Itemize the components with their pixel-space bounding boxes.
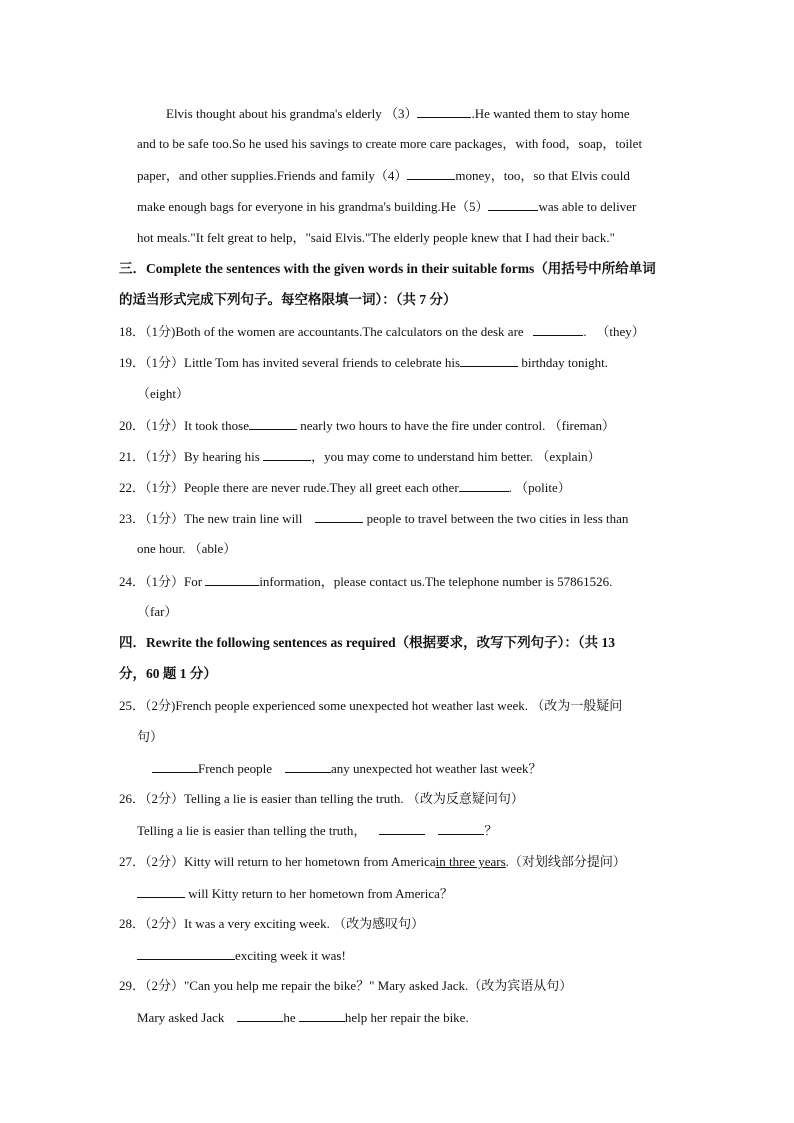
question-27: 27．（2分）Kitty will return to her hometown from Americain three years.（对划线部分提问） [119, 854, 626, 869]
question-19: 19．（1分）Little Tom has invited several friends to celebrate his birthday tonight. [119, 355, 609, 370]
answer-blank-29b[interactable] [299, 1008, 345, 1022]
blank-4[interactable] [407, 166, 455, 180]
question-20: 20．（1分）It took those nearly two hours to have the fire under control. （fireman） [119, 418, 616, 433]
question-24: 24．（1分）For information，please contact us.The telephone number is 57861526. [119, 574, 613, 589]
answer-blank-18[interactable] [533, 322, 583, 336]
question-24-hint: （far） [137, 604, 178, 619]
answer-blank-25b[interactable] [285, 759, 331, 773]
passage-line-2: and to be safe too.So he used his savings to create more care packages，with food，soap，toilet [137, 136, 643, 151]
passage-line-5: hot meals."It felt great to help，"said Elvis."The elderly people knew that I had their back." [137, 230, 615, 245]
question-28-answer: exciting week it was! [137, 946, 346, 965]
answer-blank-23[interactable] [315, 509, 363, 523]
answer-blank-21[interactable] [263, 447, 311, 461]
section-4-heading-cont: 分，60 题 1 分） [119, 666, 217, 681]
section-3-heading-cont: 的适当形式完成下列句子。每空格限填一词）：（共 7 分） [119, 292, 457, 307]
question-25-answer: French people any unexpected hot weather last week？ [152, 759, 541, 778]
passage-line-3: paper，and other supplies.Friends and family（4） money，too，so that Elvis could [137, 168, 630, 183]
answer-blank-25a[interactable] [152, 759, 198, 773]
answer-blank-19[interactable] [460, 353, 518, 367]
question-23: 23．（1分）The new train line will people to travel between the two cities in less than [119, 511, 629, 526]
answer-blank-22[interactable] [459, 478, 509, 492]
question-18: 18．（1分)Both of the women are accountants.The calculators on the desk are . （they） [119, 324, 645, 339]
question-25: 25．（2分)French people experienced some unexpected hot weather last week. （改为一般疑问 [119, 698, 623, 713]
blank-3[interactable] [417, 104, 471, 118]
question-29: 29．（2分）"Can you help me repair the bike？" Mary asked Jack.（改为宾语从句） [119, 978, 573, 993]
passage-line-4: make enough bags for everyone in his grandma's building.He（5） was able to deliver [137, 199, 637, 214]
question-26: 26．（2分）Telling a lie is easier than telling the truth. （改为反意疑问句） [119, 791, 524, 806]
answer-blank-28[interactable] [137, 946, 235, 960]
question-29-answer: Mary asked Jack he help her repair the bike. [137, 1010, 469, 1025]
blank-5[interactable] [488, 197, 538, 211]
answer-blank-24[interactable] [205, 572, 259, 586]
answer-blank-26a[interactable] [379, 821, 425, 835]
question-25-cont: 句） [137, 729, 164, 744]
question-21: 21．（1分）By hearing his ，you may come to understand him better. （explain） [119, 449, 601, 464]
passage-line-1: Elvis thought about his grandma's elderly （3） .He wanted them to stay home [166, 106, 630, 121]
section-4-heading: 四．Rewrite the following sentences as required（根据要求，改写下列句子）：（共 13 [119, 635, 615, 650]
answer-blank-27[interactable] [137, 884, 185, 898]
question-27-answer: will Kitty return to her hometown from America？ [137, 884, 453, 903]
question-28: 28．（2分）It was a very exciting week. （改为感叹句） [119, 916, 425, 931]
answer-blank-26b[interactable] [438, 821, 484, 835]
underlined-phrase: in three years [435, 854, 506, 869]
answer-blank-20[interactable] [249, 416, 297, 430]
question-19-hint: （eight） [137, 386, 189, 401]
question-26-answer: Telling a lie is easier than telling the truth， ？ [137, 823, 498, 838]
section-3-heading: 三．Complete the sentences with the given words in their suitable forms（用括号中所给单词 [119, 261, 656, 276]
question-23-cont: one hour. （able） [137, 541, 237, 556]
answer-blank-29a[interactable] [237, 1008, 283, 1022]
question-22: 22．（1分）People there are never rude.They all greet each other . （polite） [119, 480, 571, 495]
